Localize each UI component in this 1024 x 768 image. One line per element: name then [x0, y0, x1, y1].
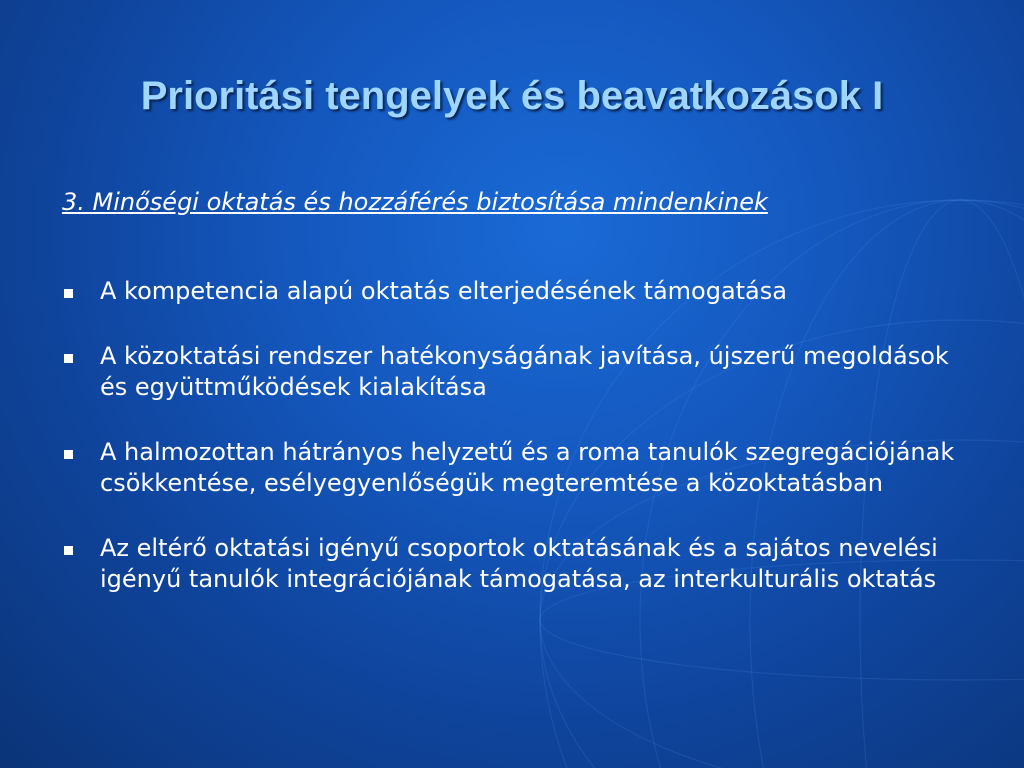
square-bullet-icon	[64, 289, 73, 298]
square-bullet-icon	[64, 354, 73, 363]
bullet-item	[62, 276, 962, 307]
bullet-list	[62, 276, 962, 629]
bullet-item	[62, 437, 962, 499]
square-bullet-icon	[64, 450, 73, 459]
bullet-text: A közoktatási rendszer hatékonyságának javítása, újszerű megoldások és együttműködések kialakítása	[100, 342, 949, 401]
bullet-text: Az eltérő oktatási igényű csoportok oktatásának és a sajátos nevelési igényű tanulók integrációjának támogatása, az interkulturális oktatás	[100, 534, 938, 593]
square-bullet-icon	[64, 546, 73, 555]
slide-subtitle: 3. Minőségi oktatás és hozzáférés biztosítása mindenkinek	[62, 188, 768, 216]
bullet-item	[62, 341, 962, 403]
slide-title: Prioritási tengelyek és beavatkozások I	[140, 74, 884, 118]
bullet-text: A halmozottan hátrányos helyzetű és a roma tanulók szegregációjának csökkentése, esélyegyenlőségük megteremtése a közoktatásban	[100, 438, 955, 497]
bullet-text: A kompetencia alapú oktatás elterjedésének támogatása	[100, 277, 787, 305]
bullet-item	[62, 533, 962, 595]
